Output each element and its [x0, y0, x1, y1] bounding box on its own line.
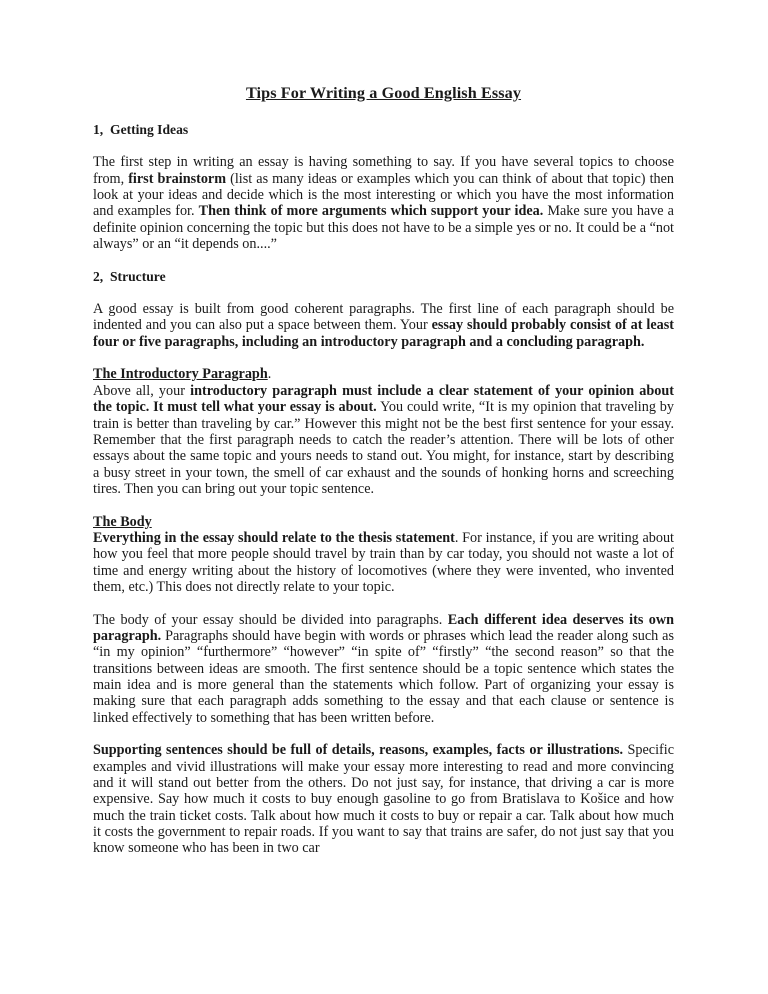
text-run: . For instance, if you are writing about how you feel that more people should travel by train than by car today, you should not waste a lot of time and energy writing about the history of locomotives (where they were invented, who invented them, etc.) This does not directly relate to your topic.: [93, 529, 674, 595]
bold-run: Each different idea deserves its own paragraph.: [93, 611, 674, 644]
paragraph-body-divided: [93, 612, 674, 726]
bold-run: Supporting sentences should be full of details, reasons, examples, facts or illustrations.: [93, 742, 624, 759]
text-run: A good essay is built from good coherent paragraphs. The first line of each paragraph should be indented and you can also put a space between them. Your: [93, 301, 674, 334]
text-run: (list as many ideas or examples which you can think of about that topic) then look at your ideas and decide which is the most interesting or which you have the most information and examples for.: [93, 170, 674, 220]
bold-run: first brainstorm: [128, 170, 227, 187]
subheading-text: The Body: [93, 513, 152, 530]
subheading-body: [93, 514, 674, 530]
bold-run: Then think of more arguments which support your idea.: [198, 203, 544, 220]
text-run: The body of your essay should be divided into paragraphs.: [93, 611, 448, 628]
paragraph-body-supporting: [93, 742, 674, 856]
bold-run: introductory paragraph must include a clear statement of your opinion about the topic. It must tell what your essay is about.: [93, 382, 675, 416]
paragraph-body-thesis: [93, 530, 674, 595]
subheading-text: The Introductory Paragraph: [93, 366, 268, 383]
document-title: Tips For Writing a Good English Essay: [245, 84, 522, 102]
text-run: The first step in writing an essay is having something to say. If you have several topics to choose from,: [93, 154, 674, 187]
text-run: Paragraphs should have begin with words or phrases which lead the reader along such as “in my opinion” “furthermore” “however” “in spite of” “firstly” “the second reason” so that the transitions between ideas are smooth. The first sentence should be a topic sentence which states the main idea and is more general than the statements which follow. Part of organizing your essay is making sure that each paragraph adds something to the essay and that each clause or sentence is linked effectively to something that has been written before.: [93, 627, 674, 726]
subheading-suffix: .: [267, 366, 272, 383]
bold-run: essay should probably consist of at least four or five paragraphs, including an introductory paragraph and a concluding paragraph.: [93, 317, 674, 350]
paragraph-getting-ideas: [93, 154, 674, 252]
section-heading-getting-ideas: 1, Getting Ideas: [93, 122, 189, 137]
section-heading-structure: 2, Structure: [93, 268, 166, 284]
bold-run: Everything in the essay should relate to the thesis statement: [93, 529, 455, 546]
text-run: Make sure you have a definite opinion concerning the topic but this does not have to be a simple yes or no. It could be a “not always” or an “it depends on....”: [93, 203, 674, 253]
document-page: [93, 84, 674, 857]
subheading-introductory-paragraph: [93, 366, 674, 382]
text-run: You could write, “It is my opinion that traveling by train is better than traveling by car.” However this might not be the best first sentence for your essay. Remember that the first paragraph needs to catch the reader’s attention. There will be lots of other essays about the same topic and yours needs to stand out. You might, for instance, start by describing a busy street in your town, the smell of car exhaust and the sounds of honking horns and screeching tires. Then you can bring out your topic sentence.: [93, 399, 674, 497]
paragraph-introductory: [93, 383, 674, 497]
text-run: Specific examples and vivid illustrations will make your essay more interesting to read and more convincing and it will stand out better from the others. Do not just say, for instance, that driving a car is more expensive. Say how much it costs to buy enough gasoline to go from Bratislava to Košice and how much the train ticket costs. Talk about how much it costs to buy or repair a car. Talk about how much it costs the government to repair roads. If you want to say that trains are safer, do not just say that you know someone who has been in two car: [93, 742, 674, 857]
text-run: Above all, your: [93, 382, 191, 399]
paragraph-structure: [93, 301, 674, 350]
